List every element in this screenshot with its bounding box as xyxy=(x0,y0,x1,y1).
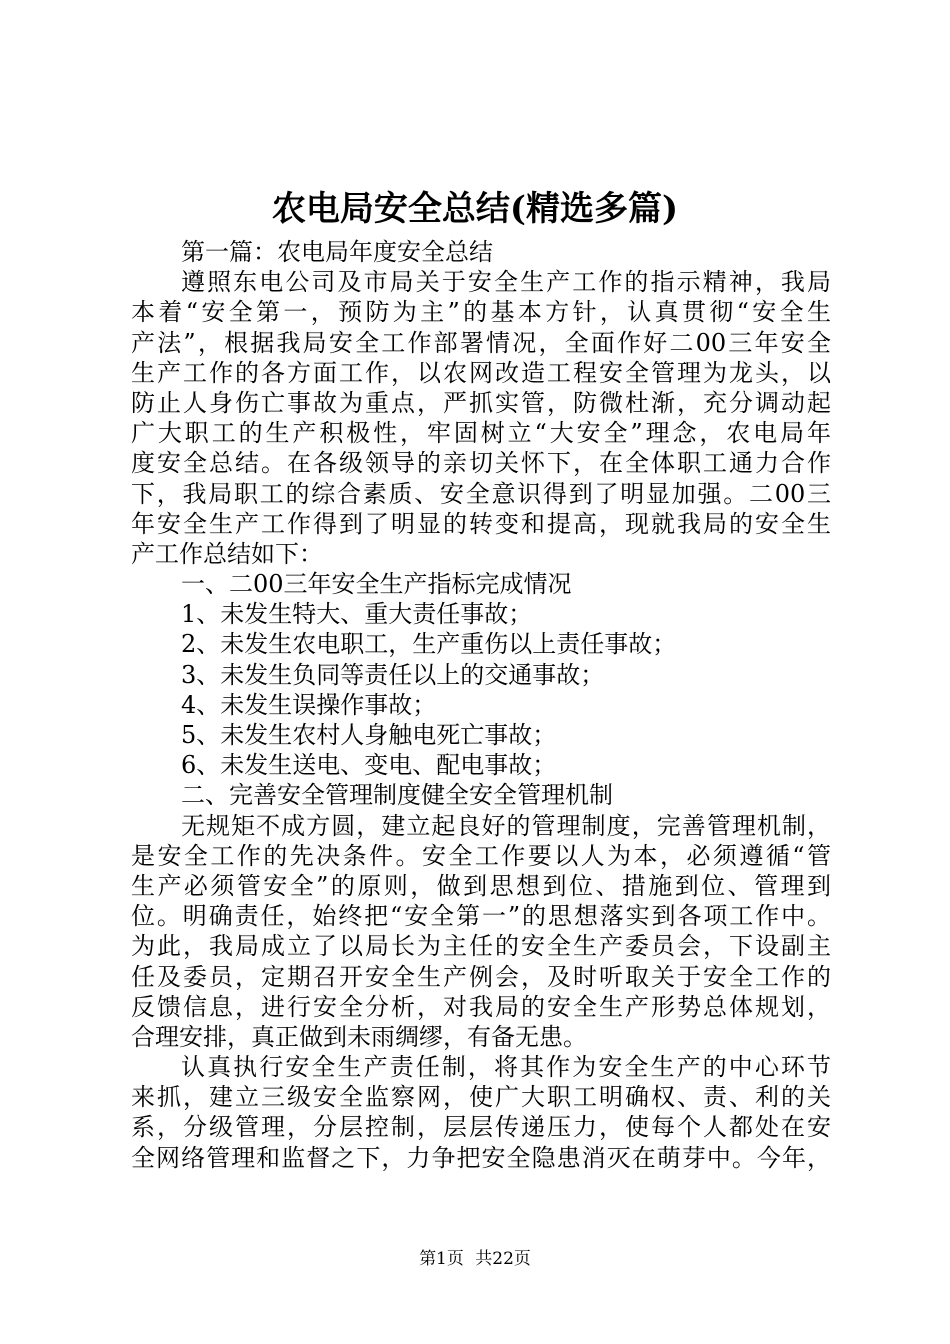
text-line: 全网络管理和监督之下，力争把安全隐患消灭在萌芽中。今年， xyxy=(131,1143,831,1172)
text-line: 为此，我局成立了以局长为主任的安全生产委员会，下设副主 xyxy=(131,932,831,961)
text-line: 位。明确责任，始终把“安全第一”的思想落实到各项工作中。 xyxy=(131,902,831,931)
text-line: 广大职工的生产积极性，牢固树立“大安全”理念，农电局年 xyxy=(131,419,831,448)
text-line: 系，分级管理，分层控制，层层传递压力，使每个人都处在安 xyxy=(131,1113,831,1142)
page-number: 第1页 xyxy=(419,1249,464,1269)
text-line: 2、未发生农电职工，生产重伤以上责任事故； xyxy=(181,630,677,659)
text-line: 产工作总结如下： xyxy=(131,539,323,568)
text-line: 度安全总结。在各级领导的亲切关怀下，在全体职工通力合作 xyxy=(131,449,831,478)
text-line: 生产工作的各方面工作，以农网改造工程安全管理为龙头，以 xyxy=(131,358,831,387)
text-line: 6、未发生送电、变电、配电事故； xyxy=(181,751,557,780)
text-line: 反馈信息，进行安全分析，对我局的安全生产形势总体规划， xyxy=(131,992,831,1021)
text-line: 3、未发生负同等责任以上的交通事故； xyxy=(181,660,605,689)
text-line: 年安全生产工作得到了明显的转变和提高，现就我局的安全生 xyxy=(131,509,831,538)
document-title: 农电局安全总结(精选多篇) xyxy=(271,189,679,229)
text-line: 下，我局职工的综合素质、安全意识得到了明显加强。二00三 xyxy=(131,479,831,508)
text-line: 5、未发生农村人身触电死亡事故； xyxy=(181,721,557,749)
text-line: 是安全工作的先决条件。安全工作要以人为本，必须遵循“管 xyxy=(131,841,831,870)
text-line: 二、完善安全管理制度健全安全管理机制 xyxy=(181,781,613,810)
text-line: 遵照东电公司及市局关于安全生产工作的指示精神，我局 xyxy=(181,268,831,297)
text-line: 4、未发生误操作事故； xyxy=(181,690,437,719)
page-footer xyxy=(0,1244,950,1269)
document-body xyxy=(131,237,831,1173)
text-line: 防止人身伤亡事故为重点，严抓实管，防微杜渐，充分调动起 xyxy=(131,388,831,417)
text-line: 1、未发生特大、重大责任事故； xyxy=(181,600,533,629)
text-line: 认真执行安全生产责任制，将其作为安全生产的中心环节 xyxy=(181,1053,831,1082)
text-line: 任及委员，定期召开安全生产例会，及时听取关于安全工作的 xyxy=(131,962,831,991)
text-line: 一、二00三年安全生产指标完成情况 xyxy=(181,570,572,599)
text-line: 产法”，根据我局安全工作部署情况，全面作好二00三年安全 xyxy=(131,328,831,357)
text-line: 来抓，建立三级安全监察网，使广大职工明确权、责、利的关 xyxy=(131,1083,831,1112)
text-line: 生产必须管安全”的原则，做到思想到位、措施到位、管理到 xyxy=(131,871,831,900)
text-line: 第一篇：农电局年度安全总结 xyxy=(181,238,493,266)
text-line: 合理安排，真正做到未雨绸缪，有备无患。 xyxy=(131,1022,587,1051)
text-line: 本着“安全第一，预防为主”的基本方针，认真贯彻“安全生 xyxy=(131,298,831,327)
text-line: 无规矩不成方圆，建立起良好的管理制度，完善管理机制， xyxy=(181,811,831,840)
page-total: 共22页 xyxy=(475,1249,531,1269)
